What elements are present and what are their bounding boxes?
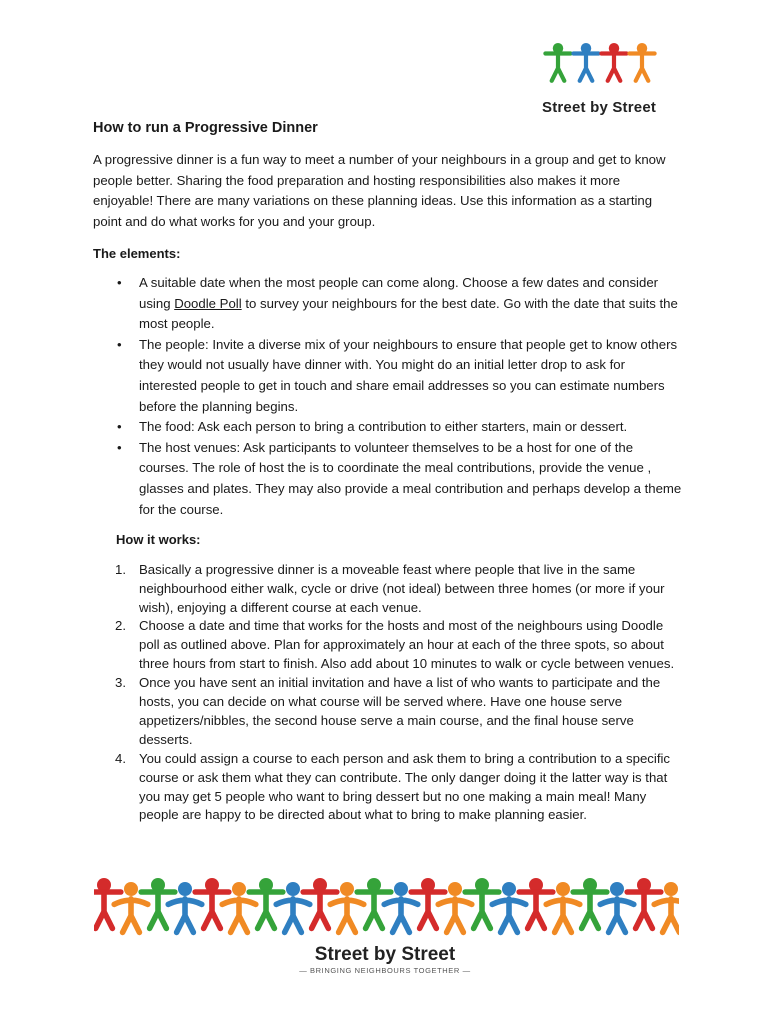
list-item: 2. Choose a date and time that works for the hosts and most of the neighbours using Doodle poll as outlined above. Plan for approximately an hour at each of the three spots, so about three hours from start to finish. Also add about 10 minutes to walk or cycle between venues. [115,618,675,672]
list-item: • The people: Invite a diverse mix of your neighbours to ensure that people get to know others they would not usually have dinner with. You might do an initial letter drop to ask for interested people to get in touch and share email addresses so you can estimate numbers before the planning begins. [139,335,683,417]
person-figure-icon [573,43,598,81]
people-chain-banner-icon [94,876,679,940]
elements-heading: The elements: [93,246,181,262]
footer-banner [94,876,679,940]
list-item: • The food: Ask each person to bring a contribution to either starters, main or dessert. [139,417,683,438]
footer-brand: Street by Street [314,944,456,965]
doodle-poll-link[interactable]: Doodle Poll [174,295,242,311]
person-figure-icon [629,43,654,81]
list-item: 3. Once you have sent an initial invitation and have a list of who wants to participate and the hosts, you can decide on what course will be served where. Have one house serve appetizers/nibbles, the second house serve a main course, and the final house serve desserts. [115,675,661,747]
intro-paragraph: A progressive dinner is a fun way to meet a number of your neighbours in a group and get to know people better. Sharing the food preparation and hosting responsibilities also makes it more enjoyable! There are many variations on these planning ideas. Use this information as a starting point and do what works for you and your group. [93,152,666,229]
page-title: How to run a Progressive Dinner [93,120,318,136]
list-item: • The host venues: Ask participants to volunteer themselves to be a host for one of the courses. The role of host the is to coordinate the meal contributions, provide the venue , glasses and plates. They may also provide a meal contribution and perhaps develop a theme for the course. [139,438,683,520]
brand-name: Street by Street [542,99,657,116]
list-item: 1. Basically a progressive dinner is a moveable feast where people that live in the same neighbourhood either walk, cycle or drive (not ideal) between three homes (or more if your wish), enjoying a different course at each venue. [115,561,665,615]
people-holding-hands-icon [540,40,680,100]
list-item: • A suitable date when the most people can come along. Choose a few dates and consider using Doodle Poll to survey your neighbours for the best date. Go with the date that suits the most people. [139,273,683,335]
list-item: 4. You could assign a course to each person and ask them to bring a contribution to a specific course or ask them what they can contribute. The only danger doing it the latter way is that you may get 5 people who want to bring dessert but no one making a main meal! Many people are happy to be directed about what to bring to make planning easier. [115,750,671,823]
document-body [93,118,683,825]
elements-list [93,273,683,520]
person-figure-icon [601,43,626,81]
steps-list [93,561,683,826]
how-it-works-heading: How it works: [116,532,201,548]
footer-tagline: — BRINGING NEIGHBOURS TOGETHER — [299,966,471,975]
person-figure-icon [545,43,570,81]
